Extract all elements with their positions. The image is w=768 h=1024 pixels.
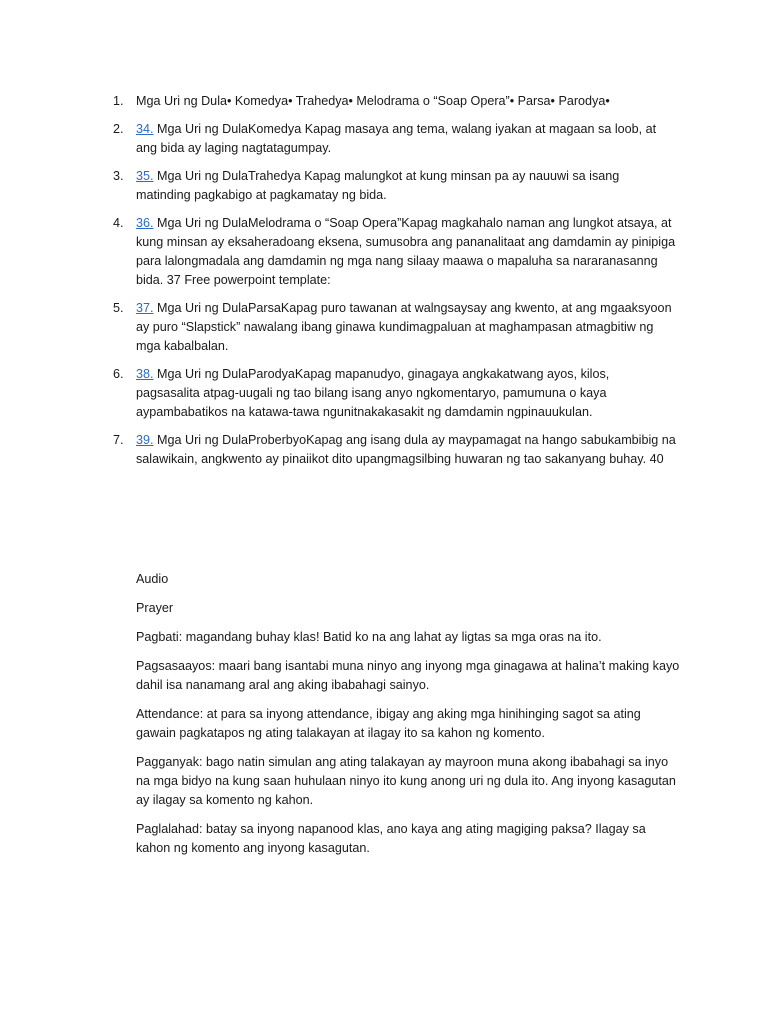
list-number: 6.: [113, 367, 124, 381]
list-item: [0, 431, 768, 469]
note-audio: Audio: [136, 572, 169, 586]
note-prayer: Prayer: [136, 601, 174, 615]
slide-link[interactable]: 35.: [136, 169, 154, 183]
note-pagganyak: Pagganyak: bago natin simulan ang ating talakayan ay mayroon muna akong ibabahagi sa inyo na mga bidyo na kung saan huhulaan ninyo ito kung anong uri ng dula ito. Ang inyong kasagutan ay ilagay sa komento ng kahon.: [136, 755, 676, 807]
list-number: 1.: [113, 94, 124, 108]
note-attendance: Attendance: at para sa inyong attendance, ibigay ang aking mga hinihinging sagot sa ating gawain pagkatapos ng ating talakayan at ilagay ito sa kahon ng komento.: [136, 707, 641, 740]
list-item: [0, 92, 768, 111]
slide-link[interactable]: 34.: [136, 122, 154, 136]
list-number: 5.: [113, 301, 124, 315]
list-text: Mga Uri ng DulaProberbyoKapag ang isang dula ay maypamagat na hango sabukambibig na salawikain, angkwento ay pinaiikot dito upangmagsilbing huwaran ng tao sakanyang buhay. 40: [136, 433, 676, 466]
list-item: [0, 167, 768, 205]
list-item: [0, 299, 768, 356]
list-item: [0, 214, 768, 290]
numbered-list: [0, 92, 768, 478]
list-text: Mga Uri ng DulaParodyaKapag mapanudyo, ginagaya angkakatwang ayos, kilos, pagsasalita atpag-uugali ng tao bilang isang anyo ngkomentaryo, pamumuna o kaya aypambabatikos na katawa-tawa ngunitnakakasakit ng damdamin ngpinauukulan.: [136, 367, 610, 419]
slide-link[interactable]: 36.: [136, 216, 154, 230]
list-text: Mga Uri ng DulaParsaKapag puro tawanan at walngsaysay ang kwento, at ang mgaaksyoon ay puro “Slapstick” nawalang ibang ginawa kundimagpaluan at maghampasan atmagbitiw ng mga kabalbalan.: [136, 301, 672, 353]
list-item: [0, 120, 768, 158]
note-paglalahad: Paglalahad: batay sa inyong napanood klas, ano kaya ang ating magiging paksa? Ilagay sa kahon ng komento ang inyong kasagutan.: [136, 822, 646, 855]
list-number: 4.: [113, 216, 124, 230]
slide-link[interactable]: 39.: [136, 433, 154, 447]
list-number: 7.: [113, 433, 124, 447]
lesson-notes: [136, 570, 681, 868]
list-text: Mga Uri ng DulaTrahedya Kapag malungkot at kung minsan pa ay nauuwi sa isang matinding pagkabigo at pagkamatay ng bida.: [136, 169, 620, 202]
list-number: 2.: [113, 122, 124, 136]
note-pagsasaayos: Pagsasaayos: maari bang isantabi muna ninyo ang inyong mga ginagawa at halina’t making kayo dahil isa nanamang aral ang aking ibabahagi sainyo.: [136, 659, 680, 692]
list-text: Mga Uri ng DulaMelodrama o “Soap Opera”Kapag magkahalo naman ang lungkot atsaya, at kung minsan ay eksaheradoang eksena, sumusobra ang pananalitaat ang damdamin ay pinipiga para lalongmadala ang damdamin ng mga nang silaay maawa o mapaluha sa nararanasanng bida. 37 Free powerpoint template:: [136, 216, 676, 287]
slide-link[interactable]: 38.: [136, 367, 154, 381]
list-item: [0, 365, 768, 422]
list-number: 3.: [113, 169, 124, 183]
note-pagbati: Pagbati: magandang buhay klas! Batid ko na ang lahat ay ligtas sa mga oras na ito.: [136, 630, 602, 644]
list-text: Mga Uri ng Dula• Komedya• Trahedya• Melodrama o “Soap Opera”• Parsa• Parodya•: [136, 94, 610, 108]
list-text: Mga Uri ng DulaKomedya Kapag masaya ang tema, walang iyakan at magaan sa loob, at ang bida ay laging nagtatagumpay.: [136, 122, 657, 155]
slide-link[interactable]: 37.: [136, 301, 154, 315]
